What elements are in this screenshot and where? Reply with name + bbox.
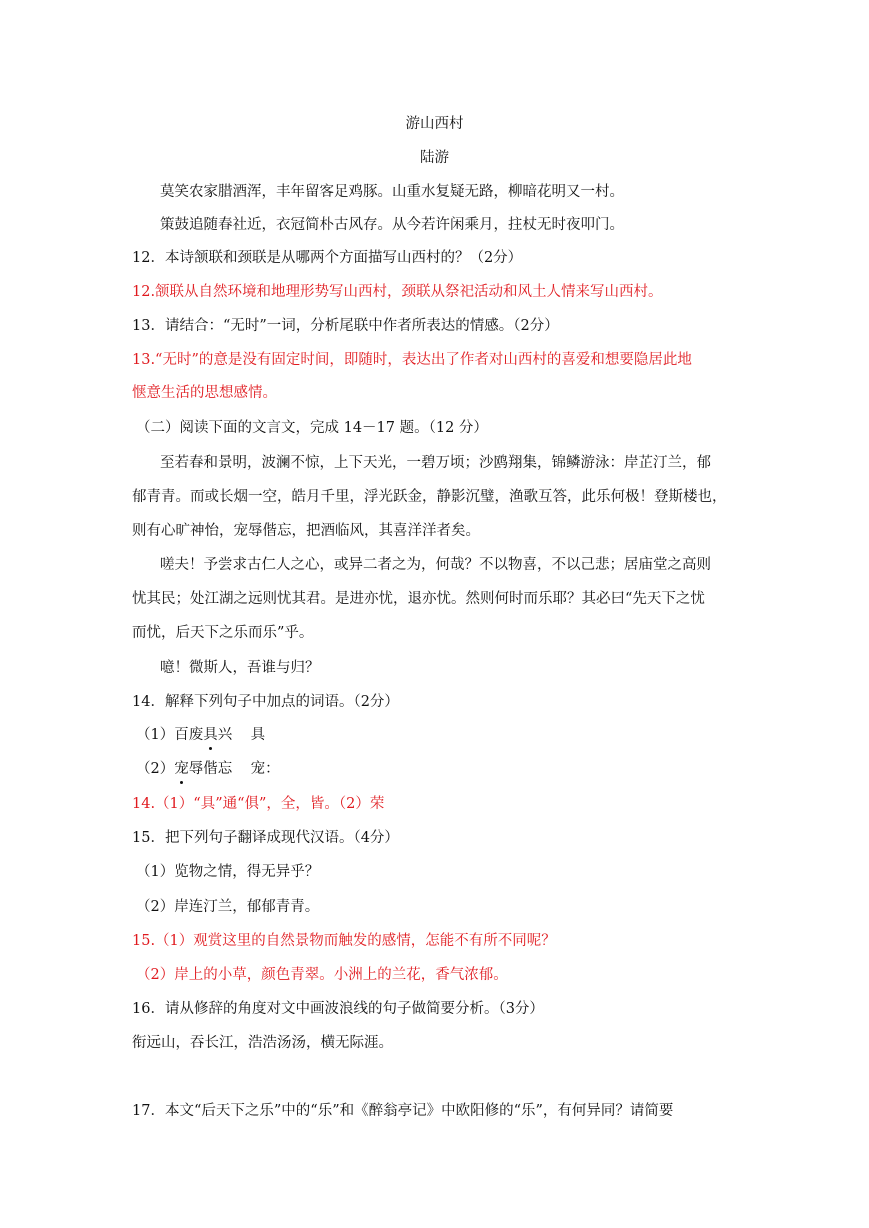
question-14: 14．解释下列句子中加点的词语。（2分） <box>132 694 399 710</box>
passage-p1-line-2: 郁青青。而或长烟一空，皓月千里，浮光跃金，静影沉璧，渔歌互答，此乐何极！登斯楼也， <box>132 489 727 505</box>
answer-14: 14.（1）“具”通“俱”，全，皆。（2）荣 <box>132 796 385 812</box>
dotted-word-ju: 具 <box>203 727 218 743</box>
question-15-item-2: （2）岸连汀兰，郁郁青青。 <box>136 899 320 915</box>
dotted-word-chong: 宠 <box>174 761 189 777</box>
question-17: 17．本文“后天下之乐”中的“乐”和《醉翁亭记》中欧阳修的“乐”，有何异同？请简要 <box>132 1103 674 1119</box>
passage-p2-line-3: 而忧，后天下之乐而乐”乎。 <box>132 625 314 641</box>
question-15-item-1: （1）览物之情，得无异乎？ <box>136 864 320 880</box>
question-16-sentence: 衔远山，吞长江，浩浩汤汤，横无际涯。 <box>132 1035 393 1051</box>
passage-p3: 噫！微斯人，吾谁与归？ <box>160 660 320 676</box>
passage-p1-line-3: 则有心旷神怡，宠辱偕忘，把酒临风，其喜洋洋者矣。 <box>132 523 480 539</box>
question-15: 15．把下列句子翻译成现代汉语。（4分） <box>132 830 399 846</box>
answer-15-line-2: （2）岸上的小草，颜色青翠。小洲上的兰花，香气浓郁。 <box>136 967 508 983</box>
poem-author: 陆游 <box>420 150 449 166</box>
poem-line-1: 莫笑农家腊酒浑，丰年留客足鸡豚。山重水复疑无路，柳暗花明又一村。 <box>160 184 624 200</box>
item-2-suffix: 辱偕忘 宠： <box>188 761 280 777</box>
section-2-heading: （二）阅读下面的文言文，完成 14－17 题。（12 分） <box>136 420 488 436</box>
answer-15-line-1: 15.（1）观赏这里的自然景物而触发的感情，怎能不有所不同呢？ <box>132 933 556 949</box>
passage-p2-line-2: 忧其民；处江湖之远则忧其君。是进亦忧，退亦忧。然则何时而乐耶？其必曰“先天下之忧 <box>132 591 705 607</box>
question-13: 13．请结合：“无时”一词，分析尾联中作者所表达的情感。（2分） <box>132 318 559 334</box>
passage-p2-line-1: 嗟夫！予尝求古仁人之心，或异二者之为，何哉？不以物喜，不以己悲；居庙堂之高则 <box>160 557 711 573</box>
poem-title: 游山西村 <box>405 116 464 132</box>
passage-p1-line-1: 至若春和景明，波澜不惊，上下天光，一碧万顷；沙鸥翔集，锦鳞游泳：岸芷汀兰，郁 <box>160 455 711 471</box>
question-14-item-2 <box>136 759 756 779</box>
question-14-item-1 <box>136 725 756 745</box>
question-16: 16．请从修辞的角度对文中画波浪线的句子做简要分析。（3分） <box>132 1001 544 1017</box>
poem-line-2: 策鼓追随春社近，衣冠简朴古风存。从今若许闲乘月，拄杖无时夜叩门。 <box>160 217 624 233</box>
question-12: 12．本诗颔联和颈联是从哪两个方面描写山西村的？（2分） <box>132 250 523 266</box>
answer-12: 12.颔联从自然环境和地理形势写山西村，颈联从祭祀活动和风土人情来写山西村。 <box>132 284 663 300</box>
item-1-prefix: （1）百废 <box>136 727 204 743</box>
answer-13-line-1: 13.“无时”的意是没有固定时间，即随时，表达出了作者对山西村的喜爱和想要隐居此地 <box>132 352 692 368</box>
answer-13-line-2: 惬意生活的思想感情。 <box>132 385 277 401</box>
item-1-suffix: 兴 具 <box>217 727 266 743</box>
item-2-prefix: （2） <box>136 761 175 777</box>
